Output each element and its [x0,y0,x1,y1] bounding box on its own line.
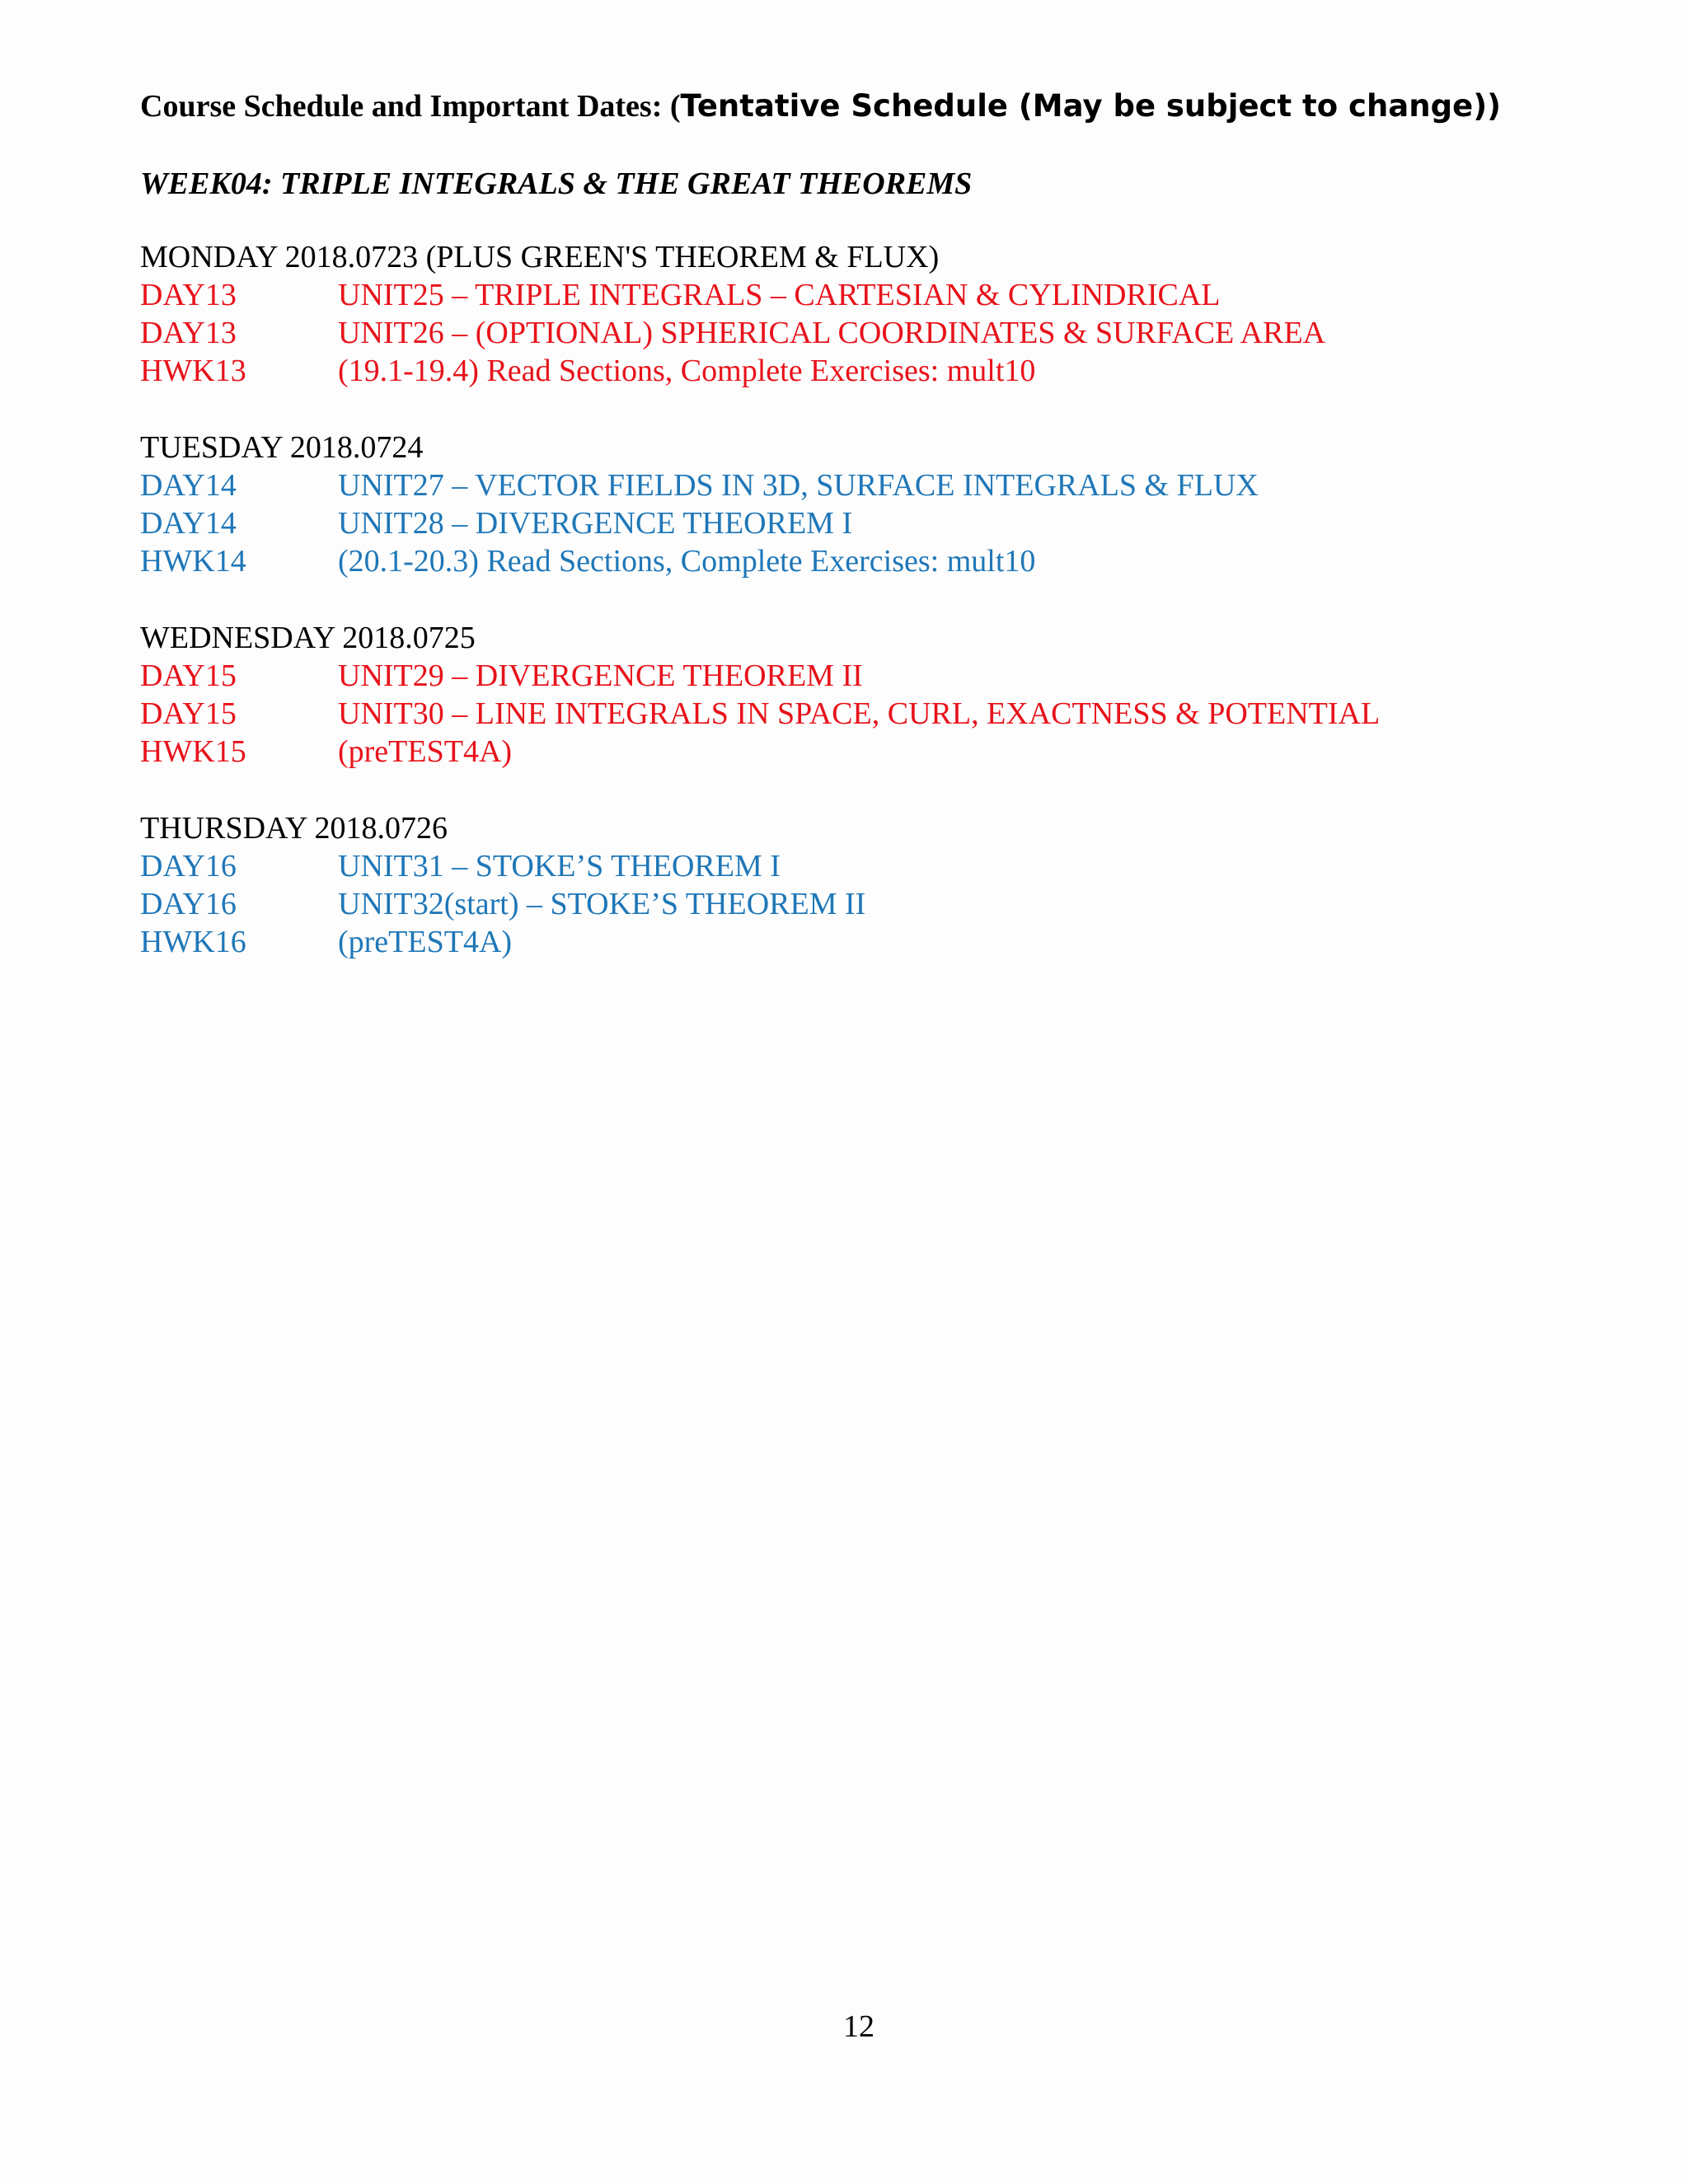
row-code: HWK14 [140,544,246,579]
row-code: DAY16 [140,887,237,921]
row-code: DAY13 [140,278,237,312]
schedule-row [140,847,781,885]
row-code: HWK16 [140,925,246,959]
row-code: DAY15 [140,658,237,693]
row-description: UNIT31 – STOKE’S THEOREM I [338,849,781,883]
row-description: UNIT26 – (OPTIONAL) SPHERICAL COORDINATES & SURFACE AREA [338,316,1326,350]
week-title: WEEK04: TRIPLE INTEGRALS & THE GREAT THEOREMS [140,166,973,201]
day-block-tuesday [140,429,1259,580]
schedule-row [140,923,513,961]
row-description: (preTEST4A) [338,925,513,959]
header-colon: : ( [651,89,681,124]
day-heading: WEDNESDAY 2018.0725 [140,621,476,655]
page-number: 12 [843,2009,874,2044]
row-code: DAY16 [140,849,237,883]
header-title: Course Schedule and Important Dates [140,89,652,124]
schedule-row [140,733,513,771]
row-description: UNIT28 – DIVERGENCE THEOREM I [338,506,853,541]
schedule-row [140,504,853,542]
row-code: HWK15 [140,734,246,769]
row-code: HWK13 [140,354,246,388]
schedule-row [140,276,1221,314]
schedule-row [140,466,1259,504]
row-description: UNIT27 – VECTOR FIELDS IN 3D, SURFACE INTEGRALS & FLUX [338,468,1259,503]
day-heading: MONDAY 2018.0723 (PLUS GREEN'S THEOREM & FLUX) [140,240,940,274]
row-description: UNIT32(start) – STOKE’S THEOREM II [338,887,866,921]
row-description: UNIT25 – TRIPLE INTEGRALS – CARTESIAN & CYLINDRICAL [338,278,1221,312]
schedule-row [140,657,863,695]
day-heading: THURSDAY 2018.0726 [140,811,448,846]
day-block-wednesday [140,619,1381,771]
row-code: DAY13 [140,316,237,350]
day-heading: TUESDAY 2018.0724 [140,430,424,465]
day-block-thursday [140,809,866,961]
row-description: UNIT29 – DIVERGENCE THEOREM II [338,658,863,693]
row-description: (preTEST4A) [338,734,513,769]
schedule-header [140,86,1501,127]
row-description: UNIT30 – LINE INTEGRALS IN SPACE, CURL, EXACTNESS & POTENTIAL [338,696,1381,731]
header-tentative-note: Tentative Schedule (May be subject to change)) [680,88,1502,124]
row-code: DAY15 [140,696,237,731]
day-block-monday [140,238,1326,390]
schedule-row [140,695,1381,733]
row-description: (20.1-20.3) Read Sections, Complete Exercises: mult10 [338,544,1036,579]
row-code: DAY14 [140,506,237,541]
row-description: (19.1-19.4) Read Sections, Complete Exercises: mult10 [338,354,1036,388]
schedule-row [140,314,1326,352]
schedule-row [140,885,866,923]
schedule-row [140,542,1036,580]
schedule-row [140,352,1036,390]
row-code: DAY14 [140,468,237,503]
